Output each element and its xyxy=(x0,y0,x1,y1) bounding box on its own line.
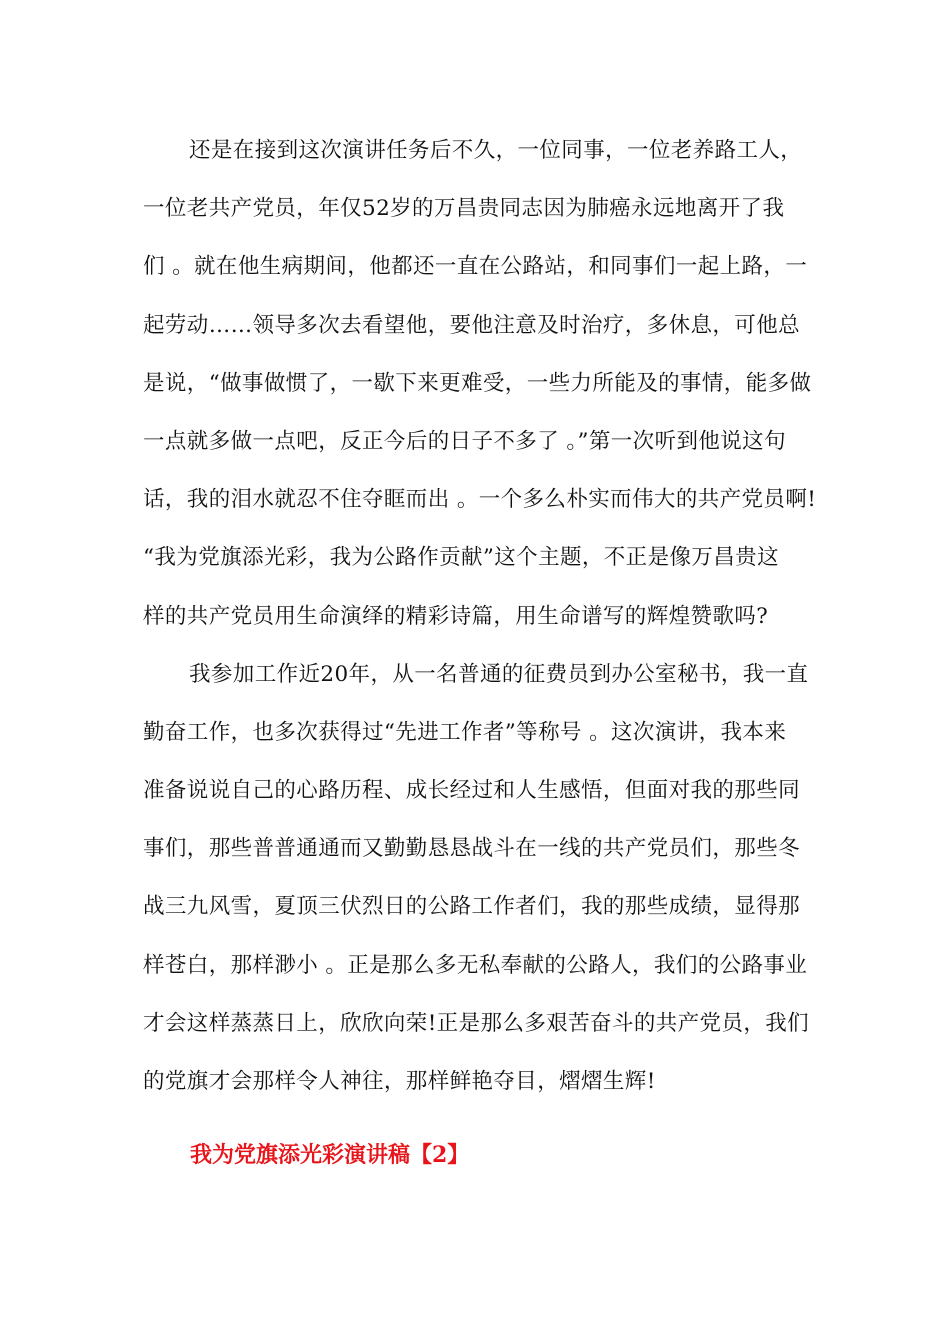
text-line: 是说，“做事做惯了，一歇下来更难受，一些力所能及的事情，能多做 xyxy=(143,370,812,396)
text-line: 一点就多做一点吧，反正今后的日子不多了 。”第一次听到他说这句 xyxy=(143,428,786,454)
paragraph-1 xyxy=(143,122,817,646)
text-line: 话，我的泪水就忍不住夺眶而出 。一个多么朴实而伟大的共产党员啊! xyxy=(143,487,817,513)
text-line: 一位老共产党员，年仅52岁的万昌贵同志因为肺癌永远地离开了我 xyxy=(143,196,785,222)
text-line: 们 。就在他生病期间，他都还一直在公路站，和同事们一起上路，一 xyxy=(143,254,808,280)
text-line: 还是在接到这次演讲任务后不久，一位同事，一位老养路工人， xyxy=(189,138,803,163)
text-line: 准备说说自己的心路历程、成长经过和人生感悟，但面对我的那些同 xyxy=(143,778,801,804)
text-line: 起劳动……领导多次去看望他，要他注意及时治疗，多休息，可他总 xyxy=(143,312,801,338)
document-body xyxy=(143,122,817,1111)
text-line: 样苍白，那样渺小 。正是那么多无私奉献的公路人，我们的公路事业 xyxy=(143,952,808,978)
text-line: 我参加工作近20年，从一名普通的征费员到办公室秘书，我一直 xyxy=(189,661,809,687)
text-line: 战三九风雪，夏顶三伏烈日的公路工作者们，我的那些成绩，显得那 xyxy=(143,894,801,920)
paragraph-2 xyxy=(143,646,813,1112)
text-line: “我为党旗添光彩，我为公路作贡献”这个主题，不正是像万昌贵这 xyxy=(143,545,779,571)
section-heading: 我为党旗添光彩演讲稿【2】 xyxy=(190,1142,470,1168)
text-line: 事们，那些普普通通而又勤勤恳恳战斗在一线的共产党员们，那些冬 xyxy=(143,836,801,862)
text-line: 样的共产党员用生命演绎的精彩诗篇，用生命谱写的辉煌赞歌吗? xyxy=(143,603,769,629)
text-line: 勤奋工作，也多次获得过“先进工作者”等称号 。这次演讲，我本来 xyxy=(143,719,787,745)
text-line: 才会这样蒸蒸日上，欣欣向荣!正是那么多艰苦奋斗的共产党员，我们 xyxy=(143,1010,810,1036)
text-line: 的党旗才会那样令人神往，那样鲜艳夺目，熠熠生辉! xyxy=(143,1069,656,1094)
